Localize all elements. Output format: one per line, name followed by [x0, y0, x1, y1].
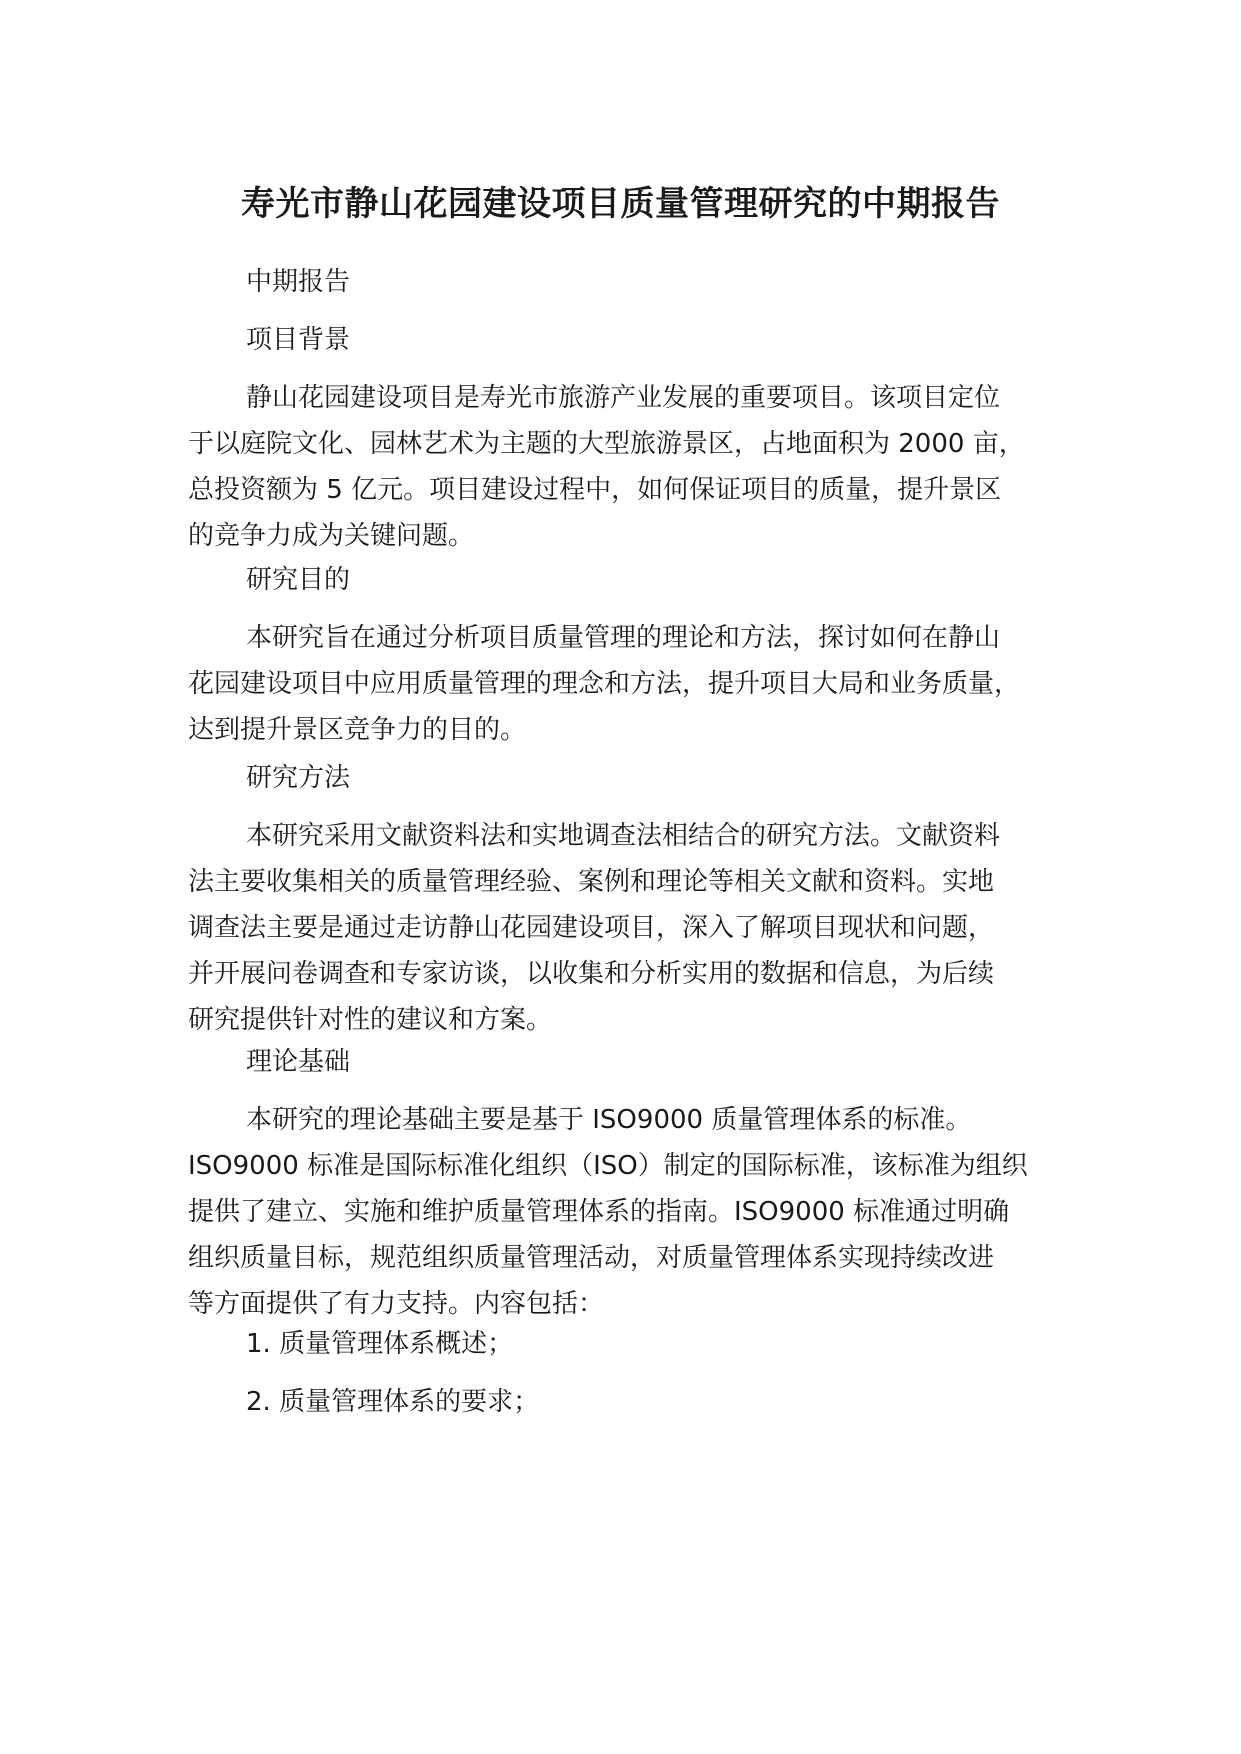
- paragraph-line: 总投资额为 5 亿元。项目建设过程中，如何保证项目的质量，提升景区: [188, 475, 1002, 505]
- list-item: 1. 质量管理体系概述；: [246, 1329, 514, 1359]
- paragraph-line: 于以庭院文化、园林艺术为主题的大型旅游景区，占地面积为 2000 亩，: [188, 429, 1025, 459]
- section-heading-background: 项目背景: [246, 325, 351, 355]
- paragraph-line: 并开展问卷调查和专家访谈，以收集和分析实用的数据和信息，为后续: [188, 959, 995, 989]
- paragraph-line: 本研究的理论基础主要是基于 ISO9000 质量管理体系的标准。: [246, 1105, 972, 1135]
- paragraph-purpose: [188, 615, 1088, 753]
- paragraph-method: [188, 813, 1088, 1043]
- paragraph-line: 静山花园建设项目是寿光市旅游产业发展的重要项目。该项目定位: [246, 383, 1001, 413]
- paragraph-line: 本研究采用文献资料法和实地调查法相结合的研究方法。文献资料: [246, 821, 1001, 851]
- paragraph-background: [188, 375, 1088, 559]
- section-heading-method: 研究方法: [246, 763, 351, 793]
- paragraph-line: 调查法主要是通过走访静山花园建设项目，深入了解项目现状和问题，: [188, 913, 995, 943]
- paragraph-line: 提供了建立、实施和维护质量管理体系的指南。ISO9000 标准通过明确: [188, 1197, 1010, 1227]
- paragraph-line: 组织质量目标，规范组织质量管理活动，对质量管理体系实现持续改进: [188, 1243, 995, 1273]
- paragraph-theory: [188, 1097, 1088, 1327]
- paragraph-line: 的竞争力成为关键问题。: [188, 521, 475, 551]
- list-item: 2. 质量管理体系的要求；: [246, 1387, 540, 1417]
- document-title: 寿光市静山花园建设项目质量管理研究的中期报告: [241, 184, 1000, 224]
- paragraph-line: 达到提升景区竞争力的目的。: [188, 715, 527, 745]
- paragraph-line: 等方面提供了有力支持。内容包括：: [188, 1289, 605, 1319]
- paragraph-line: 花园建设项目中应用质量管理的理念和方法，提升项目大局和业务质量，: [188, 669, 1021, 699]
- section-heading-theory: 理论基础: [246, 1047, 351, 1077]
- paragraph-line: ISO9000 标准是国际标准化组织（ISO）制定的国际标准，该标准为组织: [188, 1151, 1028, 1181]
- paragraph-line: 本研究旨在通过分析项目质量管理的理论和方法，探讨如何在静山: [246, 623, 1001, 653]
- section-heading-purpose: 研究目的: [246, 565, 351, 595]
- section-heading-midterm: 中期报告: [246, 267, 351, 297]
- paragraph-line: 法主要收集相关的质量管理经验、案例和理论等相关文献和资料。实地: [188, 867, 995, 897]
- paragraph-line: 研究提供针对性的建议和方案。: [188, 1005, 553, 1035]
